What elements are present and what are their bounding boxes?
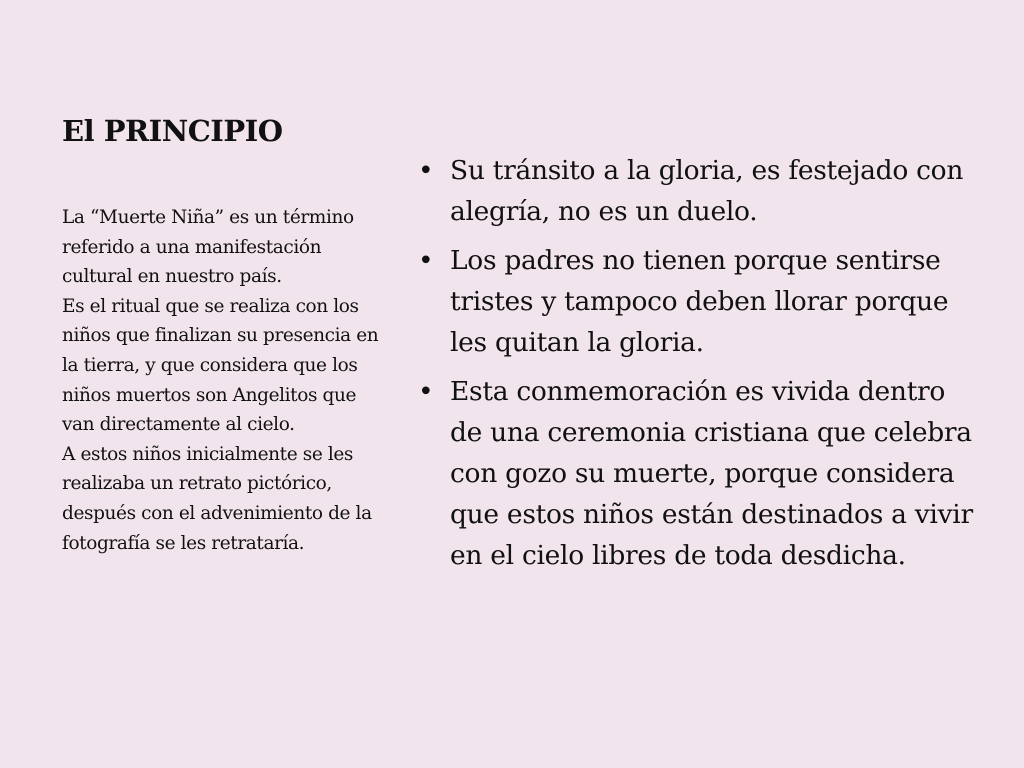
bullet-icon: •	[418, 376, 434, 407]
bullet-list	[418, 150, 978, 584]
bullet-text: Su tránsito a la gloria, es festejado con alegría, no es un duelo.	[450, 155, 964, 227]
left-text-block	[62, 203, 392, 558]
bullet-text: Los padres no tienen porque sentirse tristes y tampoco deben llorar porque les quitan la gloria.	[450, 245, 949, 358]
bullet-text: Esta conmemoración es vivida dentro de una ceremonia cristiana que celebra con gozo su muerte, porque considera que estos niños están destinados a vivir en el cielo libres de toda desdicha.	[450, 376, 973, 571]
bullet-item	[418, 150, 978, 232]
bullet-icon: •	[418, 245, 434, 276]
bullet-item	[418, 371, 978, 576]
left-paragraph: Es el ritual que se realiza con los niños que finalizan su presencia en la tierra, y que considera que los niños muertos son Angelitos que van directamente al cielo.	[62, 295, 379, 436]
bullet-item	[418, 240, 978, 363]
bullet-icon: •	[418, 155, 434, 186]
left-paragraph: La “Muerte Niña” es un término referido a una manifestación cultural en nuestro país.	[62, 207, 354, 288]
slide-title: El PRINCIPIO	[62, 114, 283, 148]
left-paragraph: A estos niños inicialmente se les realizaba un retrato pictórico, después con el advenimiento de la fotografía se les retrataría.	[62, 443, 372, 554]
